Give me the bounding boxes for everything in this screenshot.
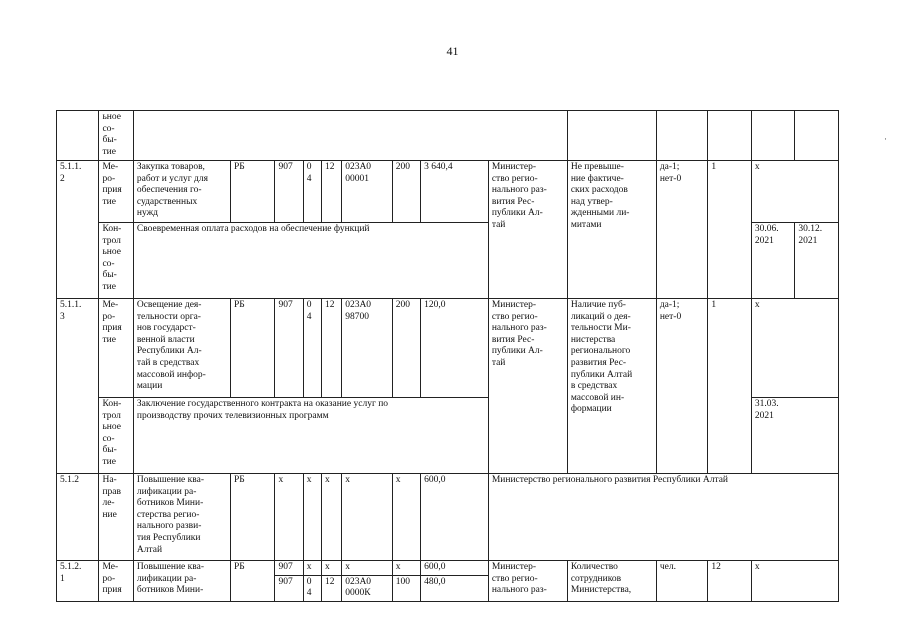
table-row (57, 111, 839, 161)
cell-unit: да-1; нет-0 (656, 161, 708, 299)
table-row (57, 161, 839, 223)
cell-type: На- прав ле- ние (99, 474, 133, 561)
cell-pr: 12 (321, 575, 341, 601)
cell-amount: 600,0 (421, 561, 489, 576)
cell-csr: х (342, 561, 393, 576)
cell-type: Ме- ро- прия тие (99, 161, 133, 223)
cell-number: 5.1.1. 2 (57, 161, 99, 299)
cell-indicator: Наличие пуб- ликаций о дея- тельности Ми- нистерства регионального развития Рес- публики Алтай в средствах массовой ин- формации (567, 299, 656, 474)
cell-executor: Министер- ство регио- нального раз- (488, 561, 567, 602)
cell-csr: 023А0 98700 (342, 299, 393, 398)
cell-name: Закупка товаров, работ и услуг для обеспечения го- сударственных нужд (133, 161, 230, 223)
cell-rz: 0 4 (303, 161, 321, 223)
cell-type: ьное со- бы- тие (99, 111, 133, 161)
cell-grbs: 907 (275, 575, 303, 601)
cell-type: Ме- ро- прия (99, 561, 133, 602)
cell-empty (567, 111, 656, 161)
cell-executor: Министер- ство регио- нального раз- вития Рес- публики Ал- тай (488, 299, 567, 474)
cell-pr: х (321, 561, 341, 576)
cell-value: 1 (708, 161, 751, 299)
cell-name: Повышение ква- лификации ра- ботников Мини- стерства регио- нального разви- тия Республики Алтай (133, 474, 230, 561)
cell-date-end: 30.12. 2021 (795, 223, 839, 299)
cell-vr: х (392, 474, 420, 561)
cell-indicator: Не превыше- ние фактиче- ских расходов над утвер- жденными ли- митами (567, 161, 656, 299)
cell-amount: 480,0 (421, 575, 489, 601)
cell-number: 5.1.2. 1 (57, 561, 99, 602)
cell-number (57, 111, 99, 161)
cell-rz: 0 4 (303, 575, 321, 601)
cell-vr: х (392, 561, 420, 576)
cell-x: х (751, 299, 838, 398)
cell-executor: Министер- ство регио- нального раз- вития Рес- публики Ал- тай (488, 161, 567, 299)
cell-type: Кон- трол ьное со- бы- тие (99, 223, 133, 299)
cell-empty (708, 111, 751, 161)
cell-vr: 100 (392, 575, 420, 601)
cell-pr: 12 (321, 161, 341, 223)
cell-pr: 12 (321, 299, 341, 398)
cell-vr: 200 (392, 161, 420, 223)
cell-executor: Министерство регионального развития Республики Алтай (488, 474, 838, 561)
cell-unit: чел. (656, 561, 708, 602)
cell-amount: 3 640,4 (421, 161, 489, 223)
cell-type: Ме- ро- прия тие (99, 299, 133, 398)
program-table (56, 110, 839, 602)
cell-name: Повышение ква- лификации ра- ботников Мини- (133, 561, 230, 602)
cell-value: 1 (708, 299, 751, 474)
cell-csr: 023А0 0000К (342, 575, 393, 601)
cell-control-event: Своевременная оплата расходов на обеспечение функций (133, 223, 488, 299)
cell-x: х (751, 161, 838, 223)
cell-rz: х (303, 474, 321, 561)
cell-source: РБ (230, 161, 275, 223)
cell-rz: 0 4 (303, 299, 321, 398)
cell-number: 5.1.1. 3 (57, 299, 99, 474)
table-row (57, 299, 839, 398)
cell-source: РБ (230, 299, 275, 398)
cell-grbs: х (275, 474, 303, 561)
cell-grbs: 907 (275, 561, 303, 576)
cell-control-event: Заключение государственного контракта на оказание услуг по производству прочих телевизионных программ (133, 398, 488, 474)
table-row (57, 474, 839, 561)
table-row (57, 561, 839, 576)
cell-date-start: 31.03. 2021 (751, 398, 838, 474)
cell-x: х (751, 561, 838, 602)
cell-vr: 200 (392, 299, 420, 398)
cell-source: РБ (230, 474, 275, 561)
cell-amount: 600,0 (421, 474, 489, 561)
cell-empty (795, 111, 839, 161)
cell-value: 12 (708, 561, 751, 602)
cell-indicator: Количество сотрудников Министерства, (567, 561, 656, 602)
margin-mark: · (884, 134, 887, 144)
cell-csr: х (342, 474, 393, 561)
cell-grbs: 907 (275, 299, 303, 398)
cell-empty (133, 111, 567, 161)
cell-name: Освещение дея- тельности орга- нов государст- венной власти Республики Ал- тай в средствах массовой инфор- мации (133, 299, 230, 398)
cell-number: 5.1.2 (57, 474, 99, 561)
cell-empty (751, 111, 794, 161)
cell-unit: да-1; нет-0 (656, 299, 708, 474)
cell-type: Кон- трол ьное со- бы- тие (99, 398, 133, 474)
cell-amount: 120,0 (421, 299, 489, 398)
cell-pr: х (321, 474, 341, 561)
cell-date-start: 30.06. 2021 (751, 223, 794, 299)
page-number: 41 (446, 44, 459, 58)
cell-grbs: 907 (275, 161, 303, 223)
cell-csr: 023А0 00001 (342, 161, 393, 223)
cell-empty (656, 111, 708, 161)
cell-source: РБ (230, 561, 275, 602)
cell-rz: х (303, 561, 321, 576)
